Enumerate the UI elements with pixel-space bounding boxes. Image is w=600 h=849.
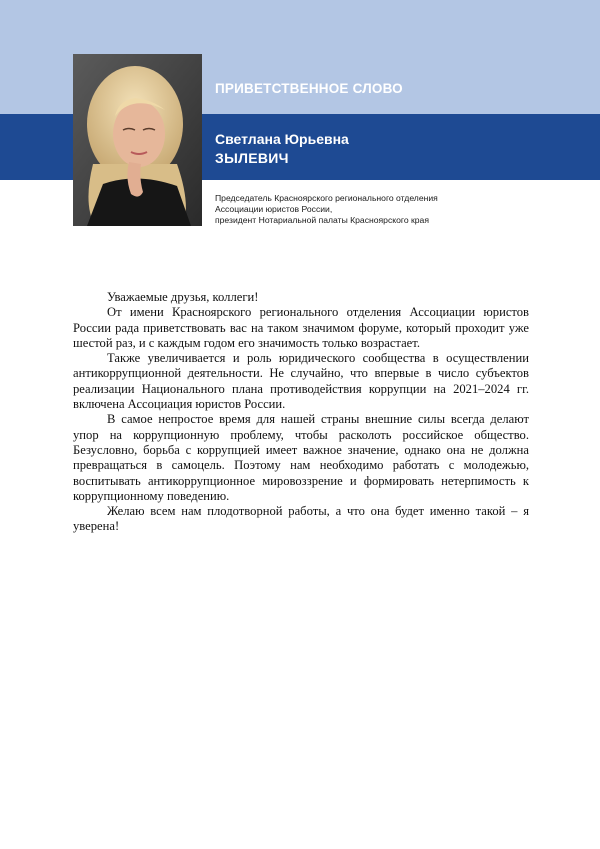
- greeting-letter: [73, 290, 529, 535]
- person-position: [215, 193, 438, 226]
- letter-paragraph: От имени Красноярского регионального отделения Ассоциации юристов России рада приветствовать вас на таком значимом форуме, который проходит уже шестой раз, и с каждым годом его значимость только возрастает.: [73, 305, 529, 350]
- portrait-photo: [73, 54, 202, 226]
- letter-closing: Желаю всем нам плодотворной работы, а что она будет именно такой – я уверена!: [73, 504, 529, 534]
- letter-paragraph: Также увеличивается и роль юридического сообщества в осуществлении антикоррупционной деятельности. Не случайно, что впервые в число субъектов реализации Национального плана противодействия коррупции на 2021–2024 гг. включена Ассоциация юристов России.: [73, 351, 529, 412]
- position-line: Председатель Красноярского регионального отделения: [215, 193, 438, 203]
- position-line: Ассоциации юристов России,: [215, 204, 333, 214]
- section-title: ПРИВЕТСТВЕННОЕ СЛОВО: [215, 81, 403, 96]
- letter-salutation: Уважаемые друзья, коллеги!: [107, 290, 259, 304]
- position-line: президент Нотариальной палаты Красноярского края: [215, 215, 429, 225]
- person-first-names: Светлана Юрьевна: [215, 131, 349, 147]
- person-last-name: ЗЫЛЕВИЧ: [215, 150, 289, 166]
- letter-paragraph: В самое непростое время для нашей страны внешние силы всегда делают упор на коррупционную проблему, чтобы расколоть российское общество. Безусловно, борьба с коррупцией имеет важное значение, однако она не должна превращаться в самоцель. Поэтому нам необходимо работать с молодежью, воспитывать антикоррупционное мировоззрение и формировать нетерпимость к коррупционному поведению.: [73, 412, 529, 503]
